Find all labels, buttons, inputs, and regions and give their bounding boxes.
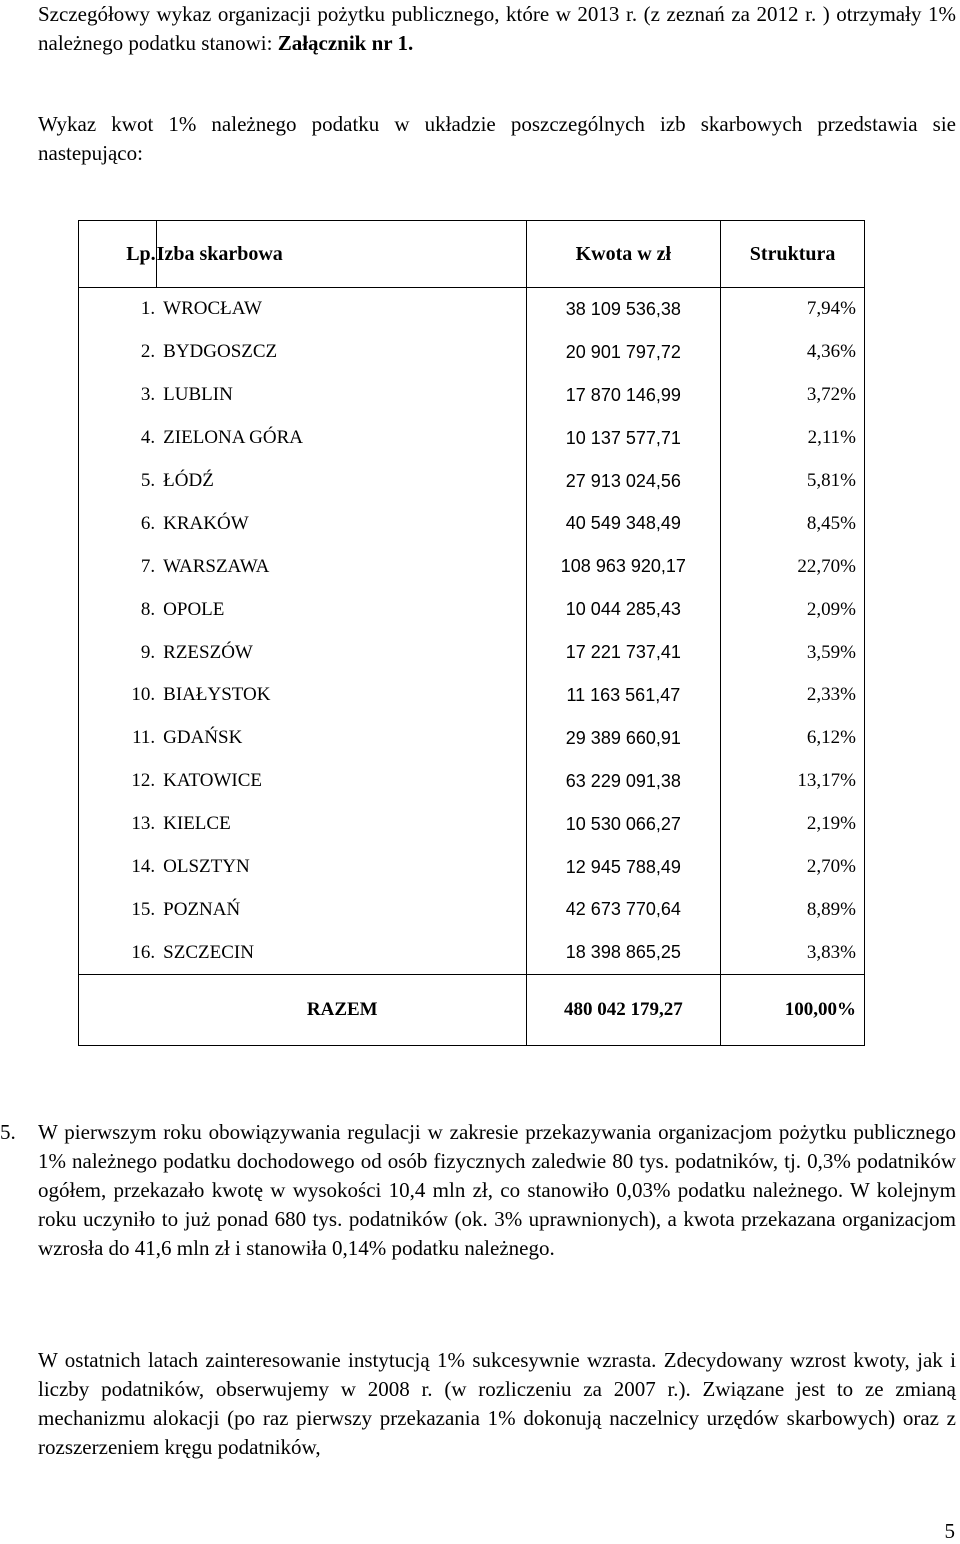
row-struktura: 6,12% (721, 717, 865, 760)
row-struktura: 2,11% (721, 417, 865, 460)
row-izba: SZCZECIN (156, 931, 526, 974)
row-lp: 11. (79, 717, 157, 760)
paragraph-5-text: W pierwszym roku obowiązywania regulacji w zakresie przekazywania organizacjom pożytku publicznego 1% należnego podatku dochodowego od osób fizycznych zaledwie 80 tys. podatników, tj. 0,3% podatników ogółem, przekazało kwotę w wysokości 10,4 mln zł, co stanowiło 0,03% podatku należnego. W kolejnym roku uczyniło to już ponad 680 tys. podatników (ok. 3% uprawnionych), a kwota przekazana organizacjom wzrosła do 41,6 mln zł i stanowiła 0,14% podatku należnego. (38, 1120, 956, 1260)
table-row (79, 888, 865, 931)
table-body (79, 288, 865, 975)
table-row (79, 502, 865, 545)
table-row (79, 717, 865, 760)
table-row (79, 417, 865, 460)
header-izba: Izba skarbowa (156, 221, 526, 288)
row-izba: RZESZÓW (156, 631, 526, 674)
row-kwota: 10 530 066,27 (526, 803, 721, 846)
row-struktura: 3,59% (721, 631, 865, 674)
total-kwota: 480 042 179,27 (526, 975, 721, 1046)
row-izba: ŁÓDŹ (156, 460, 526, 503)
row-izba: WROCŁAW (156, 288, 526, 331)
total-label: RAZEM (79, 975, 527, 1046)
header-struktura: Struktura (721, 221, 865, 288)
row-struktura: 3,72% (721, 374, 865, 417)
row-struktura: 2,70% (721, 846, 865, 889)
page-number: 5 (944, 1519, 955, 1543)
table-header-row (79, 221, 865, 288)
row-izba: OPOLE (156, 588, 526, 631)
row-struktura: 8,89% (721, 888, 865, 931)
row-lp: 16. (79, 931, 157, 974)
row-lp: 7. (79, 545, 157, 588)
table-row (79, 331, 865, 374)
row-kwota: 40 549 348,49 (526, 502, 721, 545)
row-struktura: 2,19% (721, 803, 865, 846)
row-kwota: 20 901 797,72 (526, 331, 721, 374)
header-kwota: Kwota w zł (526, 221, 721, 288)
row-lp: 6. (79, 502, 157, 545)
row-lp: 13. (79, 803, 157, 846)
row-kwota: 27 913 024,56 (526, 460, 721, 503)
row-kwota: 63 229 091,38 (526, 760, 721, 803)
row-struktura: 13,17% (721, 760, 865, 803)
row-lp: 1. (79, 288, 157, 331)
row-kwota: 11 163 561,47 (526, 674, 721, 717)
row-kwota: 29 389 660,91 (526, 717, 721, 760)
row-izba: GDAŃSK (156, 717, 526, 760)
row-struktura: 2,09% (721, 588, 865, 631)
table-row (79, 846, 865, 889)
table-row (79, 931, 865, 974)
intro-paragraph (38, 0, 956, 58)
row-kwota: 10 137 577,71 (526, 417, 721, 460)
row-izba: KIELCE (156, 803, 526, 846)
total-struktura: 100,00% (721, 975, 865, 1046)
header-lp: Lp. (79, 221, 157, 288)
row-izba: WARSZAWA (156, 545, 526, 588)
row-kwota: 17 870 146,99 (526, 374, 721, 417)
row-kwota: 108 963 920,17 (526, 545, 721, 588)
row-lp: 12. (79, 760, 157, 803)
row-lp: 3. (79, 374, 157, 417)
table-row (79, 374, 865, 417)
attachment-reference: Załącznik nr 1. (277, 31, 414, 55)
row-lp: 4. (79, 417, 157, 460)
table-row (79, 288, 865, 331)
paragraph-5 (0, 1118, 956, 1263)
row-izba: KATOWICE (156, 760, 526, 803)
row-lp: 5. (79, 460, 157, 503)
row-izba: BYDGOSZCZ (156, 331, 526, 374)
table-row (79, 674, 865, 717)
wykaz-intro-paragraph: Wykaz kwot 1% należnego podatku w układzie poszczególnych izb skarbowych przedstawia sie nastepująco: (38, 112, 956, 165)
row-kwota: 10 044 285,43 (526, 588, 721, 631)
table-row (79, 545, 865, 588)
row-kwota: 18 398 865,25 (526, 931, 721, 974)
row-struktura: 5,81% (721, 460, 865, 503)
table-row (79, 803, 865, 846)
row-izba: POZNAŃ (156, 888, 526, 931)
table-row (79, 760, 865, 803)
row-lp: 2. (79, 331, 157, 374)
intro-text: Szczegółowy wykaz organizacji pożytku publicznego, które w 2013 r. (z zeznań za 2012 r. ) otrzymały 1% należnego podatku stanowi: (38, 2, 956, 55)
row-lp: 8. (79, 588, 157, 631)
row-izba: KRAKÓW (156, 502, 526, 545)
row-izba: BIAŁYSTOK (156, 674, 526, 717)
row-izba: LUBLIN (156, 374, 526, 417)
tax-office-table (78, 220, 865, 1046)
row-struktura: 4,36% (721, 331, 865, 374)
row-struktura: 8,45% (721, 502, 865, 545)
closing-paragraph: W ostatnich latach zainteresowanie instytucją 1% sukcesywnie wzrasta. Zdecydowany wzrost kwoty, jak i liczby podatników, obserwujemy w 2008 r. (w rozliczeniu za 2007 r.). Związane jest to ze zmianą mechanizmu alokacji (po raz pierwszy przekazania 1% dokonują naczelnicy urzędów skarbowych) oraz z rozszerzeniem kręgu podatników, (38, 1348, 956, 1459)
row-kwota: 38 109 536,38 (526, 288, 721, 331)
row-izba: OLSZTYN (156, 846, 526, 889)
table-row (79, 588, 865, 631)
paragraph-5-number: 5. (0, 1120, 16, 1144)
total-row (79, 975, 865, 1046)
row-lp: 9. (79, 631, 157, 674)
row-kwota: 17 221 737,41 (526, 631, 721, 674)
row-kwota: 42 673 770,64 (526, 888, 721, 931)
row-izba: ZIELONA GÓRA (156, 417, 526, 460)
row-lp: 14. (79, 846, 157, 889)
row-struktura: 2,33% (721, 674, 865, 717)
table-row (79, 631, 865, 674)
row-struktura: 7,94% (721, 288, 865, 331)
row-struktura: 22,70% (721, 545, 865, 588)
row-lp: 15. (79, 888, 157, 931)
row-kwota: 12 945 788,49 (526, 846, 721, 889)
table-row (79, 460, 865, 503)
row-struktura: 3,83% (721, 931, 865, 974)
row-lp: 10. (79, 674, 157, 717)
